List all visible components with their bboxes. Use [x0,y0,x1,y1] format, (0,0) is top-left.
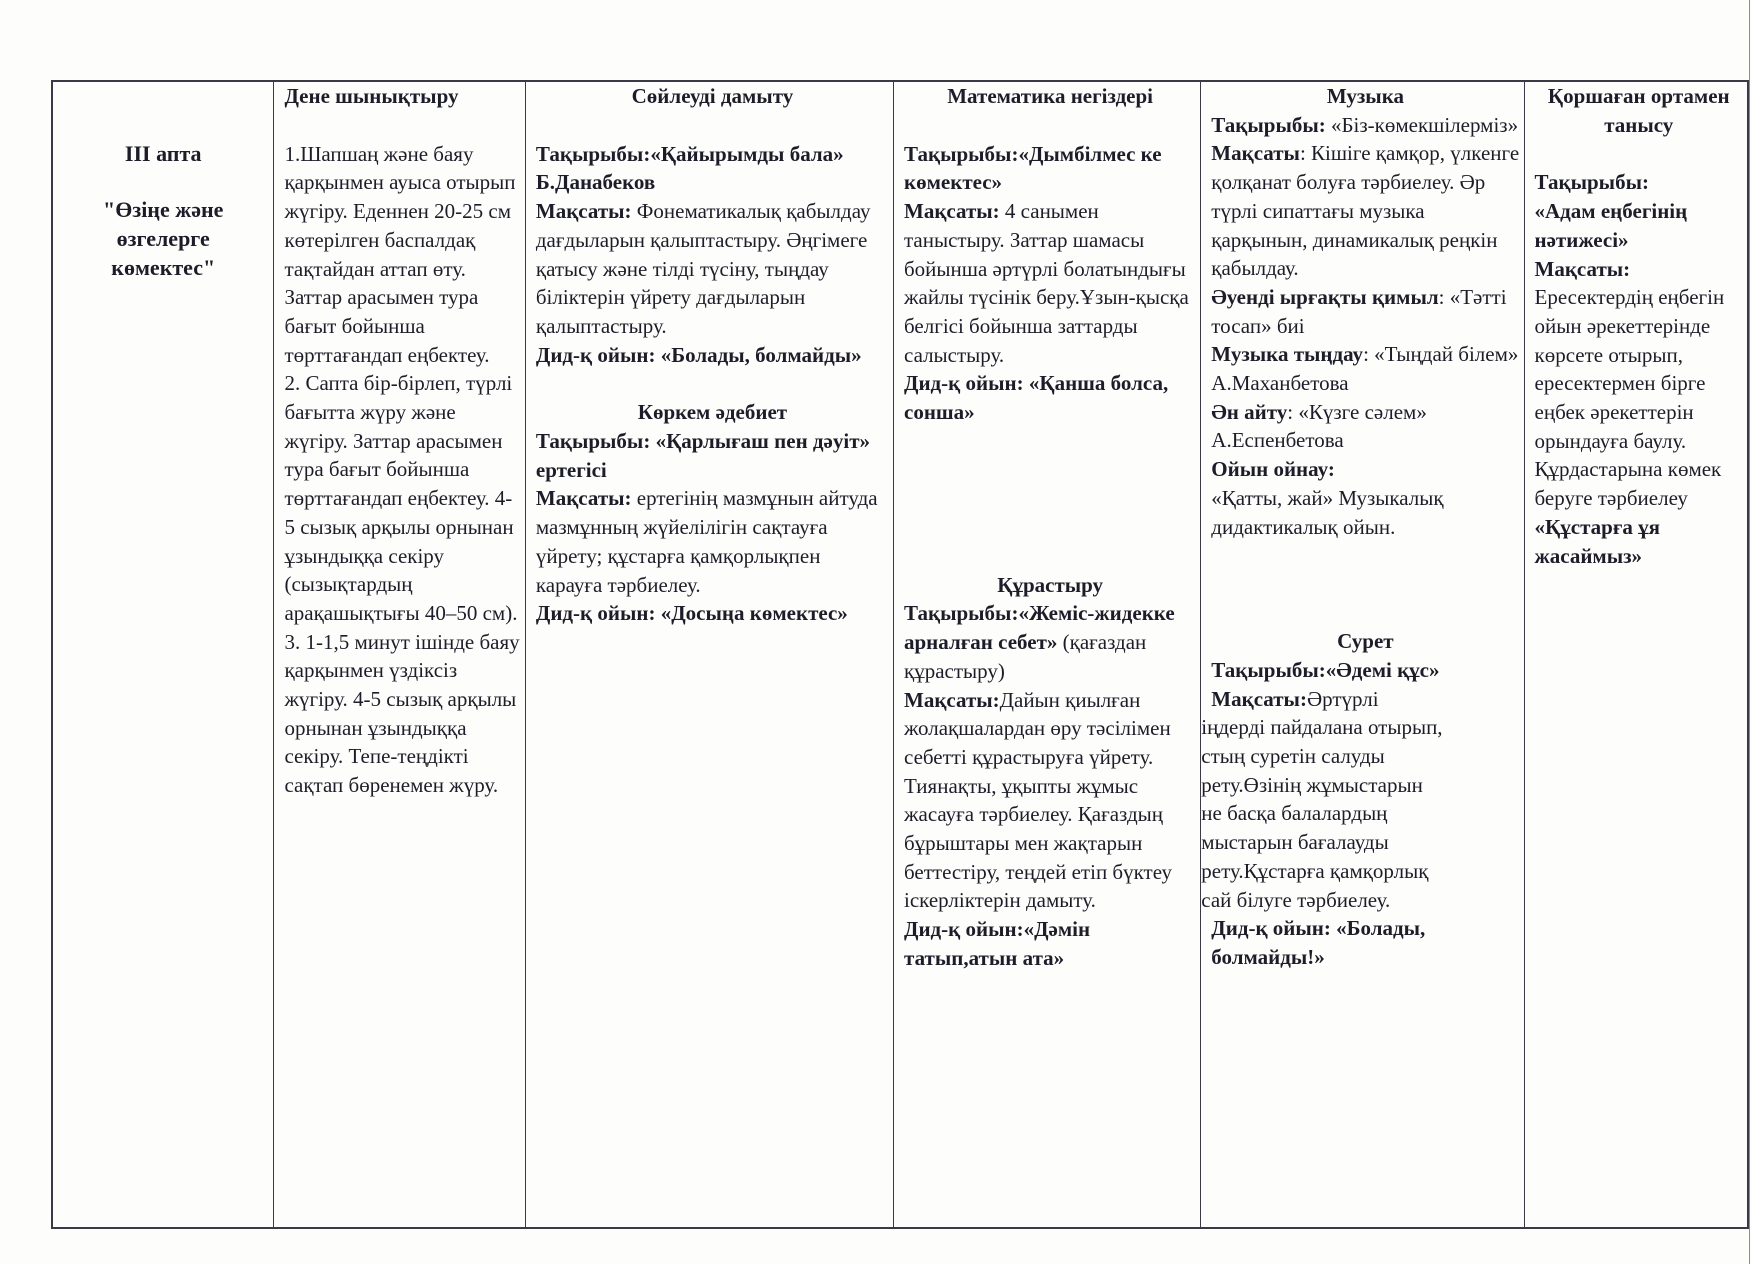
speech-column [526,82,894,1227]
environment-goal-label: Мақсаты: [1534,256,1631,281]
music-goal: Мақсаты: Кішіге қамқор, үлкенге қолқанат болуға тәрбиелеу. Әр түрлі сипаттағы музыка қарқынын, динамикалық реңкін қабылдау. [1211,141,1520,281]
lesson-plan-table [51,80,1749,1229]
music-listening: Музыка тыңдау: «Тыңдай білем» А.Маханбетова [1211,342,1519,396]
speech-goal: Мақсаты: Фонематикалық қабылдау дағдыларын қалыптастыру. Әңгімеге қатысу және тілді түсіну, тыңдау біліктерін үйрету дағдыларын қалыптастыру. [535,199,871,338]
music-column [1201,82,1524,1227]
speech-game: Дид-қ ойын: «Болады, болмайды» [535,342,862,367]
environment-goal: Ересектердің еңбегін ойын әрекеттерінде көрсете отырып, ересектермен бірге еңбек әрекеттерін орындауға баулу. Құрдастарына көмек беруге тәрбиелеу [1534,285,1725,511]
music-header: Музыка [1326,84,1404,108]
pe-column [274,82,525,1227]
math-goal: Мақсаты: 4 санымен таныстыру. Заттар шамасы бойынша әртүрлі болатындығы жайлы түсінік беру.Ұзын-қысқа белгісі бойынша заттарды салыстыру. [904,199,1189,367]
pe-paragraph-1: 1.Шапшаң және баяу қарқынмен ауыса отырып жүгіру. Еденнен 20-25 см көтерілген баспалдақ тақтайдан аттап өту. Заттар арасымен тура бағыт бойынша төрттағандап еңбектеу. [284,141,516,367]
scan-edge-line [1749,0,1750,1264]
music-topic: Тақырыбы: «Біз-көмекшілерміз» [1211,112,1519,137]
music-rhythm: Әуенді ырғақты қимыл: «Тәтті тосап» биі [1211,284,1507,338]
environment-closing: «Құстарға ұя жасаймыз» [1534,514,1660,568]
construction-header: Құрастыру [997,572,1104,597]
speech-author: Б.Данабеков [535,170,656,195]
environment-topic: «Адам еңбегінің нәтижесі» [1534,199,1688,252]
art-topic: Тақырыбы:«Әдемі құс» [1211,657,1440,682]
construction-topic: Тақырыбы:«Жеміс-жидекке арналған себет» (қағаздан құрастыру) [904,601,1175,683]
literature-goal: Мақсаты: ертегінің мазмұнын айтуда мазмұнның жүйелілігін сақтауға үйрету; құстарға қамқорлықпен карауға тәрбиелеу. [535,486,878,597]
math-topic: Тақырыбы:«Дымбілмес ке көмектес» [904,141,1162,195]
speech-header: Сөйлеуді дамыту [631,84,794,108]
literature-game: Дид-қ ойын: «Досыңа көмектес» [535,601,848,626]
week-number: III апта [124,141,202,166]
week-column [53,82,274,1227]
literature-topic: Тақырыбы: «Қарлығаш пен дәуіт» ертегісі [535,429,871,482]
music-singing: Ән айту: «Күзге сәлем» А.Еспенбетова [1211,399,1427,453]
math-game: Дид-қ ойын: «Қанша болса, сонша» [904,371,1169,425]
art-header: Сурет [1337,629,1394,654]
environment-column [1525,82,1747,1227]
speech-topic: Тақырыбы:«Қайырымды бала» [535,141,844,166]
art-goal: Мақсаты:Әртүрлі іңдерді пайдалана отырып, стың суретін салуды рету.Өзінің жұмыстарын не басқа балалардың мыстарын бағалауды рету.Құстарға қамқорлық сай білуге тәрбиелеу. [1201,686,1443,912]
pe-paragraph-3: 3. 1-1,5 минут ішінде баяу қарқынмен үздіксіз жүгіру. 4-5 сызық арқылы орнынан ұзындыққа секіру. Тепе-теңдікті сақтап бөренемен жүру. [284,629,520,798]
pe-header: Дене шынықтыру [284,84,459,108]
math-column [894,82,1201,1227]
literature-header: Көркем әдебиет [637,400,788,425]
environment-header: Қоршаған ортамен танысу [1547,84,1730,137]
pe-paragraph-2: 2. Сапта бір-бірлеп, түрлі бағытта жүру және жүгіру. Заттар арасымен тура бағыт бойынша төрттағандап еңбектеу. 4-5 сызық арқылы орнынан ұзындыққа секіру (сызықтардың арақашықтығы 40–50 см). [284,371,518,625]
math-header: Математика негіздері [947,84,1154,108]
construction-goal: Мақсаты:Дайын қиылған жолақшалардан өру тәсілімен себетті құрастыруға үйрету. Тиянақты, ұқыпты жұмыс жасауға тәрбиелеу. Қағаздың бұрыштары мен жақтарын беттестіру, теңдей етіп бүктеу іскерліктерін дамыту. [904,687,1173,913]
week-title: "Өзіңе және өзгелерге көмектес" [103,197,224,280]
construction-game: Дид-қ ойын:«Дәмін татып,атын ата» [904,917,1091,970]
environment-topic-label: Тақырыбы: [1534,170,1649,195]
music-play: «Қатты, жай» Музыкалық дидактикалық ойын. [1211,485,1444,539]
art-game: Дид-қ ойын: «Болады, болмайды!» [1211,916,1426,969]
music-play-label: Ойын ойнау: [1211,457,1335,482]
